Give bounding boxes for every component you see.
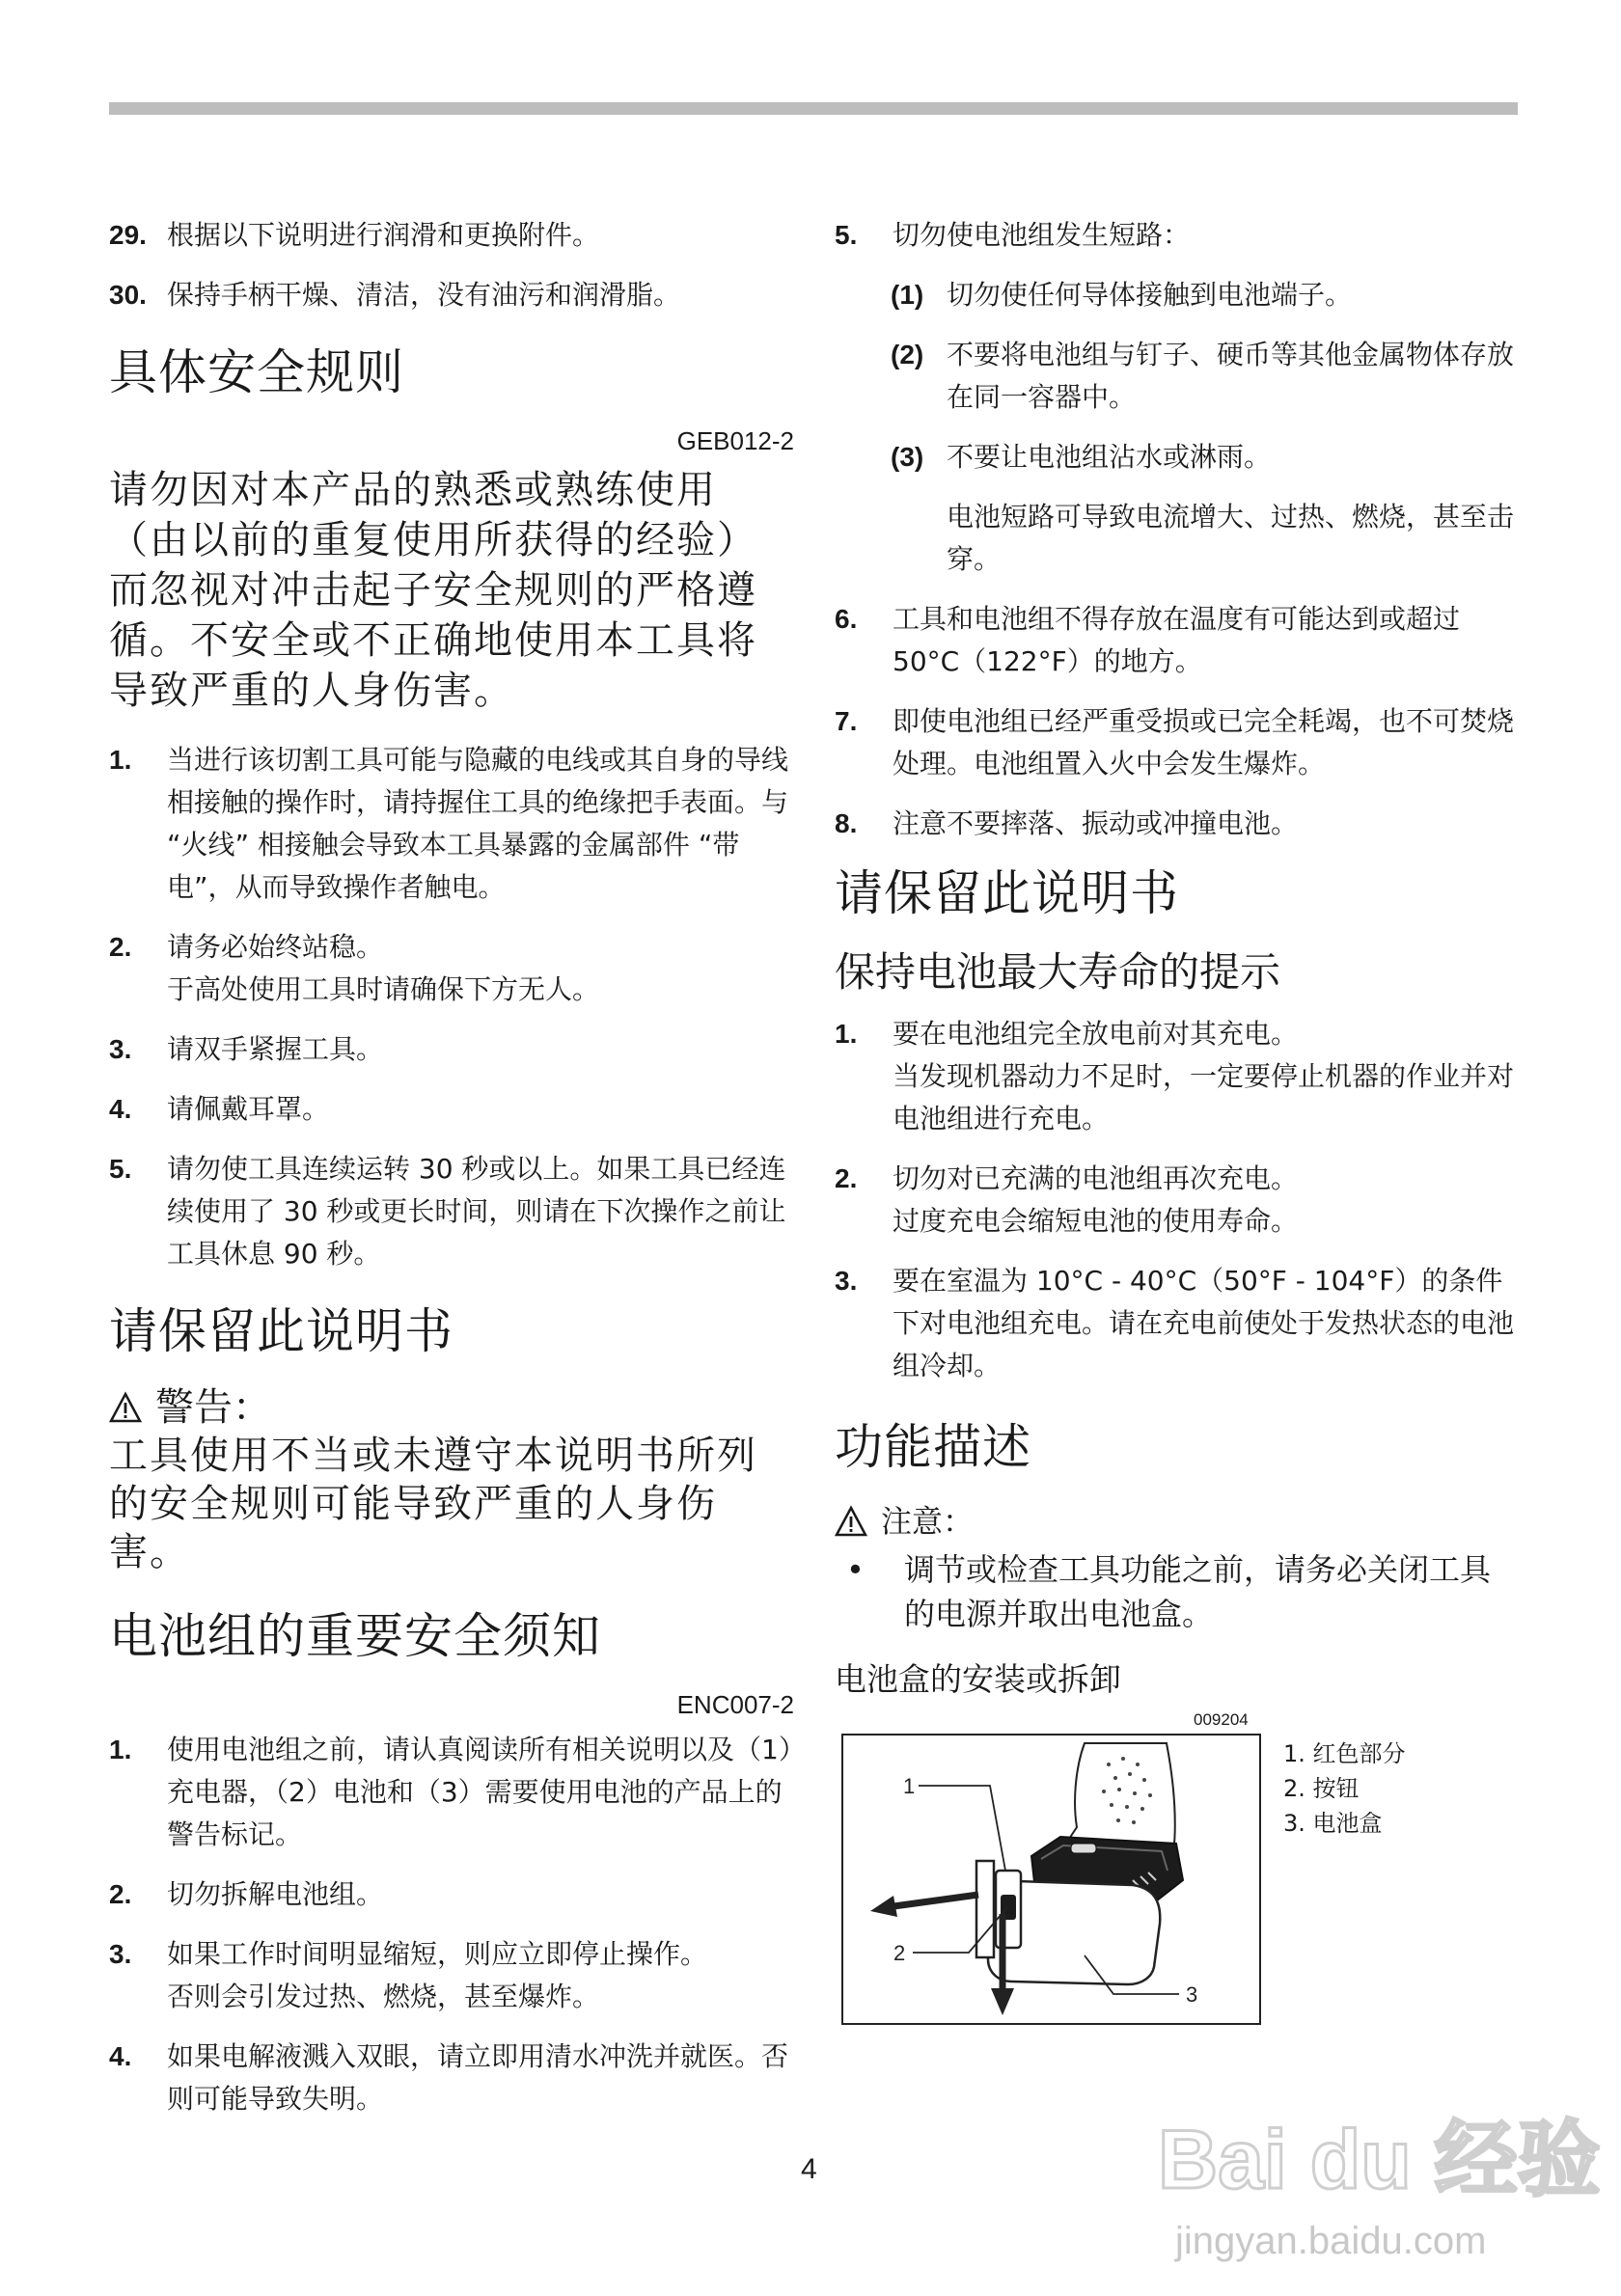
battery-cartridge-illustration <box>843 1736 1259 2023</box>
item-number: 6. <box>835 604 858 634</box>
sub-list-item <box>891 436 1518 478</box>
item-text: 请双手紧握工具。 <box>167 1033 384 1065</box>
item-text: 否则会引发过热、燃烧，甚至爆炸。 <box>167 1981 600 2012</box>
item-text: 当进行该切割工具可能与隐藏的电线或其自身的导线相接触的操作时，请持握住工具的绝缘把手表面。与 “火线” 相接触会导致本工具暴露的金属部件 “带电”，从而导致操作者触电。 <box>167 744 789 903</box>
section-title-battery-safety: 电池组的重要安全须知 <box>109 1608 601 1664</box>
item-number: 5. <box>835 220 858 250</box>
item-text: 如果电解液溅入双眼，请立即用清水冲洗并就医。否则可能导致失明。 <box>167 2040 789 2115</box>
callout-3: 3 <box>1186 1982 1198 2007</box>
item-number: 1. <box>109 1735 132 1764</box>
list-item <box>109 214 794 257</box>
item-text: 注意不要摔落、振动或冲撞电池。 <box>893 807 1299 839</box>
item-text: 当发现机器动力不足时，一定要停止机器的作业并对电池组进行充电。 <box>893 1060 1515 1134</box>
item-number: 5. <box>109 1154 132 1184</box>
left-column <box>109 214 794 2138</box>
item-text: 请务必始终站稳。 <box>167 931 384 963</box>
item-text: 切勿拆解电池组。 <box>167 1878 384 1910</box>
sub-list-item <box>891 274 1518 316</box>
list-item <box>109 1148 794 1275</box>
legend-item: 1. 红色部分 <box>1283 1740 1406 1767</box>
item-text: 切勿对已充满的电池组再次充电。 <box>893 1162 1299 1194</box>
bullet-dot-icon: • <box>846 1551 865 1588</box>
item-text: 要在室温为 10°C - 40°C（50°F - 104°F）的条件下对电池组充电。请在充电前使处于发热状态的电池组冷却。 <box>893 1265 1515 1381</box>
watermark-brand: Bai du 经验 <box>1158 2114 1601 2206</box>
battery-install-figure <box>841 1734 1261 2025</box>
bullet-item <box>835 1547 1518 1636</box>
list-item <box>109 2036 794 2120</box>
legend-item: 3. 电池盒 <box>1283 1810 1383 1837</box>
item-number: 3. <box>109 1034 132 1064</box>
sub-item-number: (1) <box>891 280 924 310</box>
warning-label: 警告： <box>155 1385 271 1430</box>
item-number: 1. <box>109 745 132 775</box>
list-item <box>835 598 1518 683</box>
list-item <box>835 1260 1518 1387</box>
sub-item-text: 切勿使任何导体接触到电池端子。 <box>947 279 1353 311</box>
item-text: 切勿使电池组发生短路： <box>893 219 1191 251</box>
item-number: 3. <box>835 1266 858 1296</box>
section-title-keep-manual: 请保留此说明书 <box>835 865 1179 921</box>
list-item <box>835 1013 1518 1140</box>
figure-legend <box>1283 1736 1406 1841</box>
item-text: 使用电池组之前，请认真阅读所有相关说明以及（1）充电器，（2）电池和（3）需要使用电池的产品上的警告标记。 <box>167 1734 792 1850</box>
item-text: 即使电池组已经严重受损或已完全耗竭，也不可焚烧处理。电池组置入火中会发生爆炸。 <box>893 705 1515 779</box>
item-text: 保持手柄干燥、清洁，没有油污和润滑脂。 <box>167 279 681 311</box>
item-text: 请佩戴耳罩。 <box>167 1093 330 1125</box>
sub-note: 电池短路可导致电流增大、过热、燃烧，甚至击穿。 <box>947 501 1515 575</box>
sub-list-item <box>891 334 1518 419</box>
item-text: 如果工作时间明显缩短，则应立即停止操作。 <box>167 1938 708 1970</box>
item-number: 3. <box>109 1939 132 1969</box>
bullet-text: 调节或检查工具功能之前，请务必关闭工具的电源并取出电池盒。 <box>904 1551 1492 1632</box>
section-title-specific-rules: 具体安全规则 <box>109 344 404 400</box>
warning-triangle-icon <box>109 1392 142 1423</box>
sub-item-number: (3) <box>891 442 924 472</box>
list-item <box>109 926 794 1011</box>
list-item <box>109 1088 794 1131</box>
list-item <box>109 1873 794 1916</box>
sub-item-text: 不要让电池组沾水或淋雨。 <box>947 441 1272 473</box>
top-rule <box>109 102 1518 115</box>
sub-item-number: (2) <box>891 340 924 369</box>
item-number: 2. <box>109 1879 132 1909</box>
right-column <box>835 214 1518 1717</box>
section-title-battery-life: 保持电池最大寿命的提示 <box>835 948 1281 996</box>
section-title-function: 功能描述 <box>835 1419 1031 1475</box>
callout-2: 2 <box>893 1941 906 1965</box>
item-number: 2. <box>835 1163 858 1193</box>
list-item <box>835 1158 1518 1243</box>
subsection-title-battery-install: 电池盒的安装或拆卸 <box>835 1660 1121 1698</box>
list-item <box>109 1729 794 1856</box>
list-item <box>835 214 1518 257</box>
item-number: 2. <box>109 932 132 962</box>
list-item <box>109 1933 794 2018</box>
item-text: 工具和电池组不得存放在温度有可能达到或超过 50°C（122°F）的地方。 <box>893 603 1461 677</box>
item-number: 7. <box>835 706 858 736</box>
list-item <box>835 700 1518 785</box>
callout-1: 1 <box>903 1774 916 1798</box>
legend-item: 2. 按钮 <box>1283 1775 1360 1802</box>
item-number: 4. <box>109 1094 132 1124</box>
list-item <box>835 803 1518 845</box>
item-number: 1. <box>835 1019 858 1049</box>
figure-code: 009204 <box>1194 1710 1249 1729</box>
sub-item-text: 不要将电池组与钉子、硬币等其他金属物体存放在同一容器中。 <box>947 339 1515 413</box>
caution-heading <box>835 1499 1518 1544</box>
document-code: GEB012-2 <box>676 426 794 455</box>
baidu-jingyan-watermark <box>1148 2082 1601 2284</box>
section-title-keep-manual: 请保留此说明书 <box>109 1303 453 1359</box>
warning-text: 工具使用不当或未遵守本说明书所列的安全规则可能导致严重的人身伤害。 <box>109 1434 757 1574</box>
warning-heading <box>109 1383 794 1432</box>
caution-label: 注意： <box>881 1503 975 1540</box>
list-item <box>109 1028 794 1071</box>
warning-triangle-icon <box>835 1506 867 1537</box>
item-text: 根据以下说明进行润滑和更换附件。 <box>167 219 600 251</box>
item-number: 8. <box>835 808 858 838</box>
item-number: 29. <box>109 220 147 250</box>
list-item <box>109 274 794 316</box>
item-text: 要在电池组完全放电前对其充电。 <box>893 1018 1299 1050</box>
page-number: 4 <box>801 2153 817 2185</box>
item-text: 请勿使工具连续运转 30 秒或以上。如果工具已经连续使用了 30 秒或更长时间，则请在下次操作之前让工具休息 90 秒。 <box>167 1153 786 1270</box>
item-number: 4. <box>109 2041 132 2071</box>
item-number: 30. <box>109 280 147 310</box>
item-text: 过度充电会缩短电池的使用寿命。 <box>893 1205 1299 1237</box>
watermark-url: jingyan.baidu.com <box>1175 2220 1487 2262</box>
document-code: ENC007-2 <box>676 1690 794 1719</box>
lead-warning-text: 请勿因对本产品的熟悉或熟练使用（由以前的重复使用所获得的经验）而忽视对冲击起子安全规则的严格遵循。不安全或不正确地使用本工具将导致严重的人身伤害。 <box>109 468 757 713</box>
list-item <box>109 739 794 909</box>
item-text: 于高处使用工具时请确保下方无人。 <box>167 973 600 1005</box>
